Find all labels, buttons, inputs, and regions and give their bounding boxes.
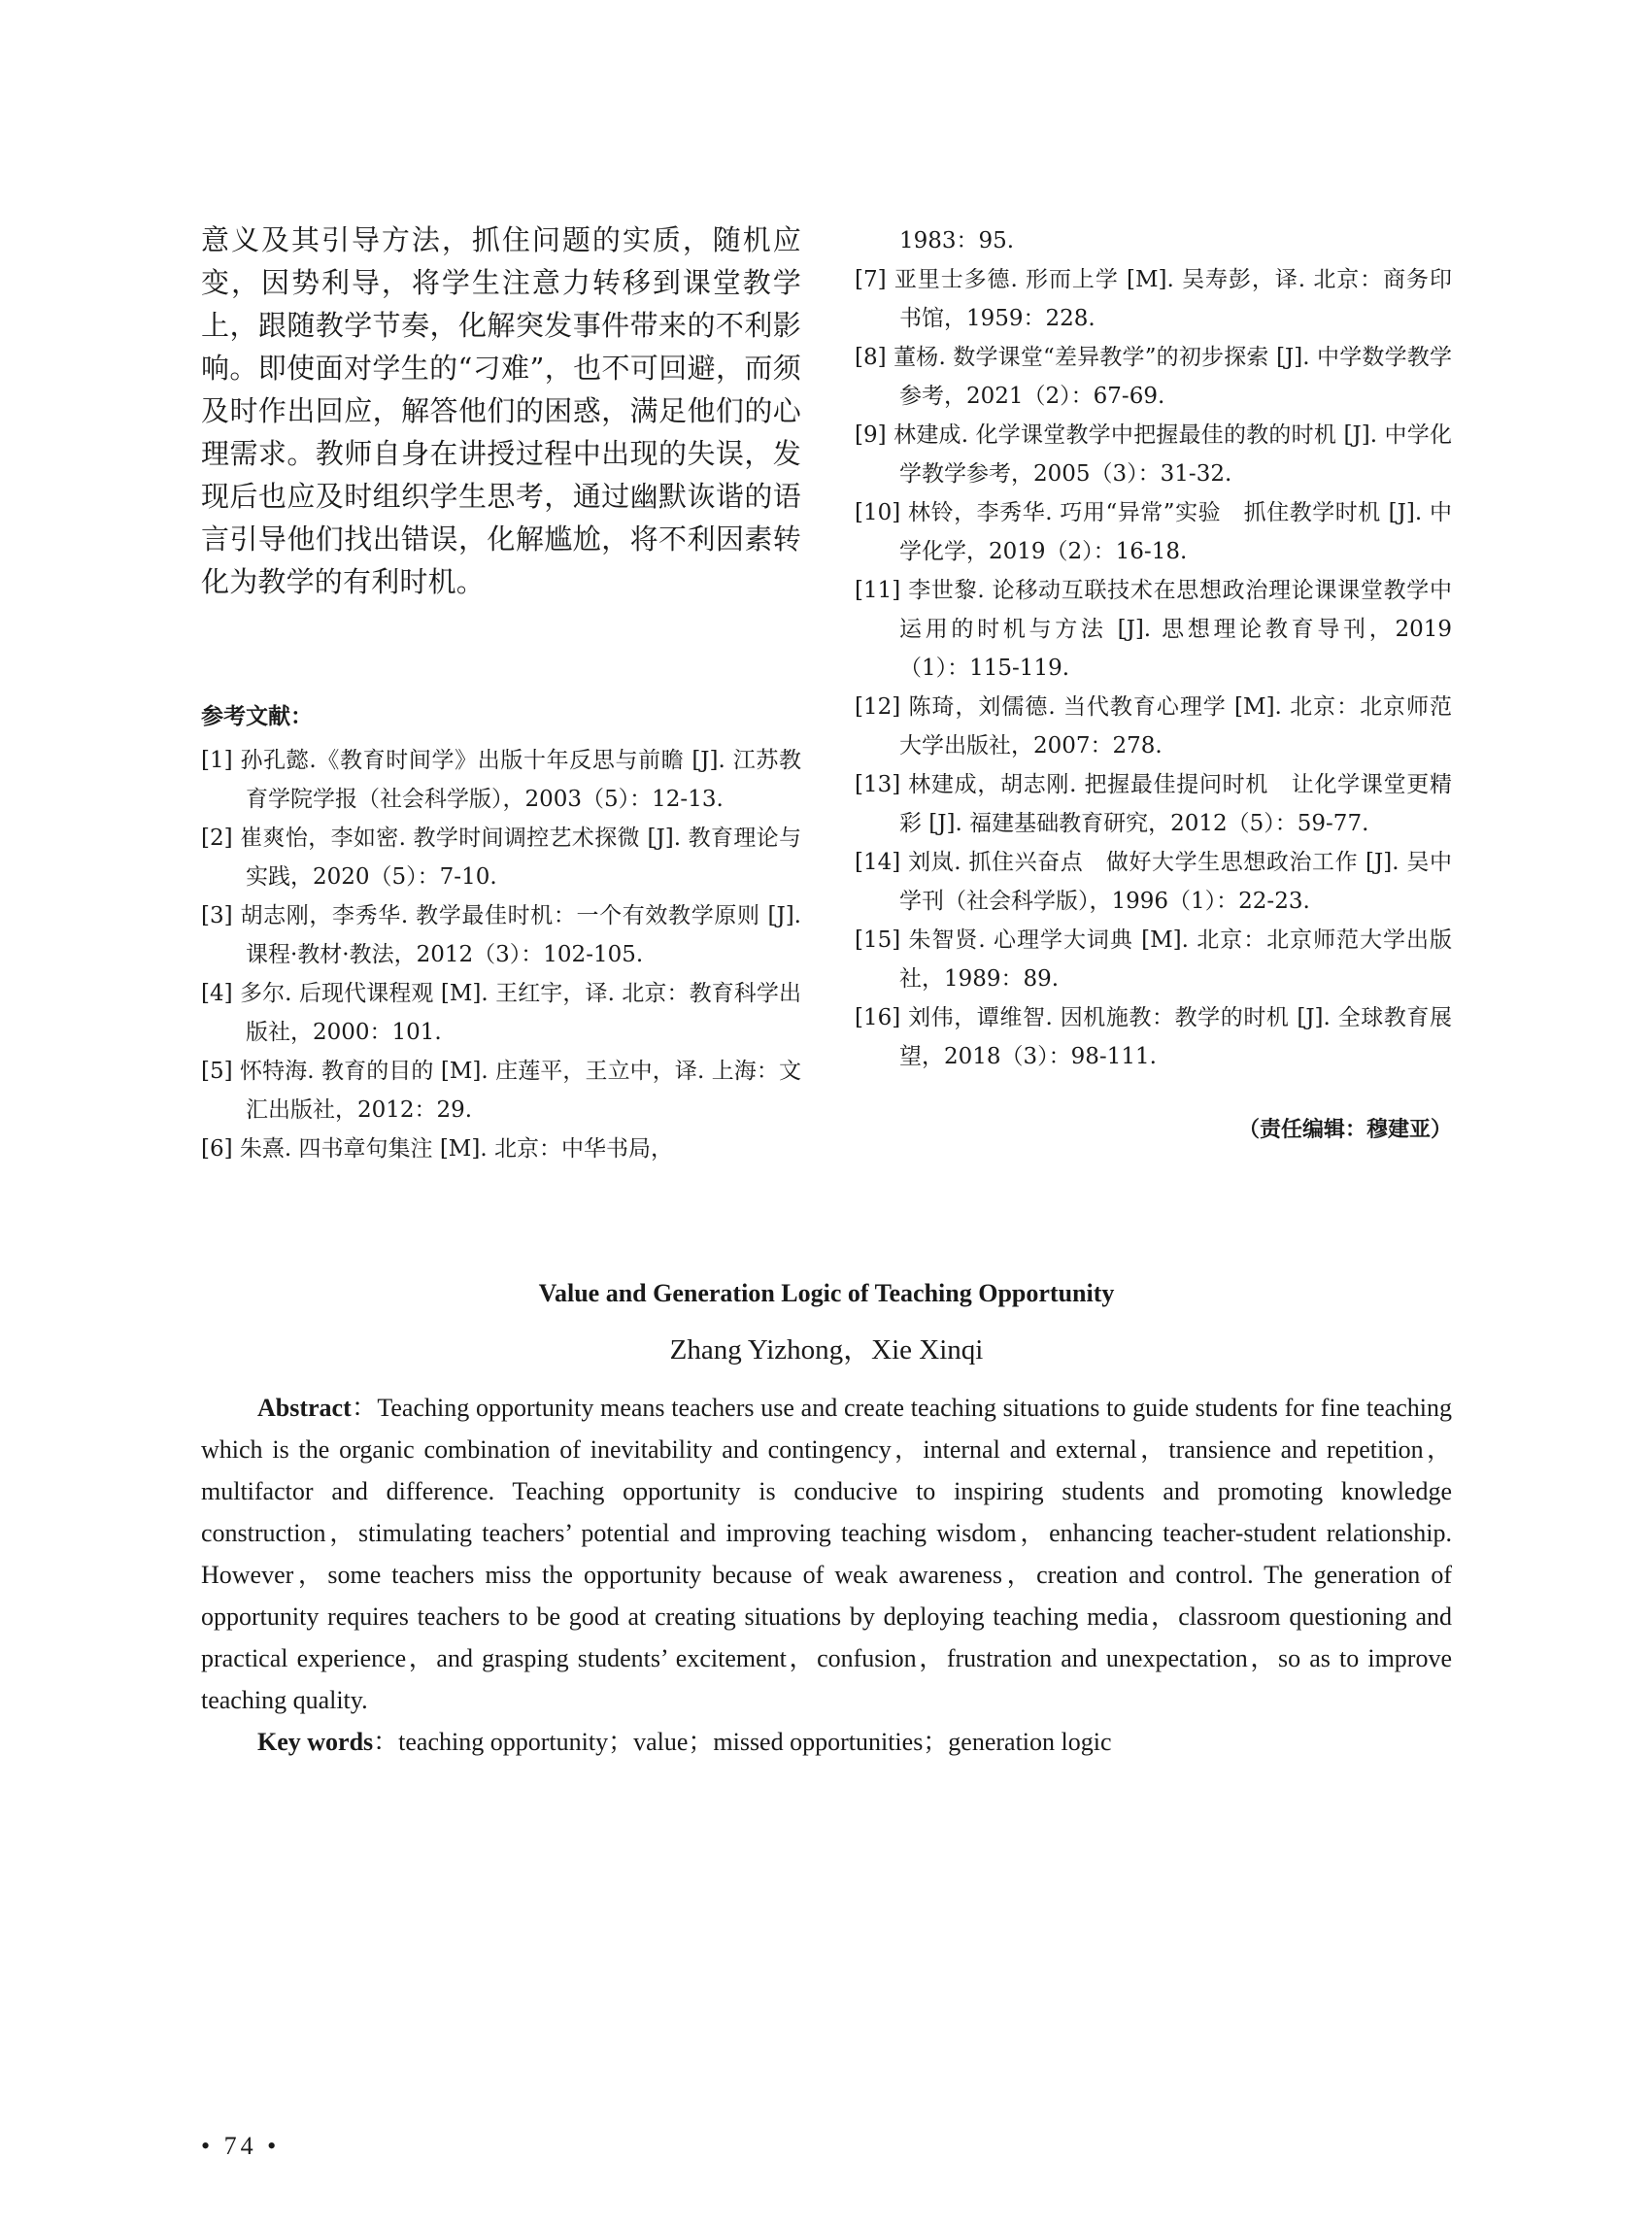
reference-item: [7] 亚里士多德. 形而上学 [M]. 吴寿彭，译. 北京：商务印书馆，1959：228. xyxy=(855,267,1452,331)
references-heading: 参考文献： xyxy=(201,704,313,729)
abstract-text: ：Teaching opportunity means teachers use and create teaching situations to guide students for fine teaching which is the organic combination of inevitability and contingency，internal and external，transience and repetition，multifactor and difference. Teaching opportunity is conducive to inspiring students and promoting knowledge construction，stimulating teachers’ potential and improving teaching wisdom，enhancing teacher-student relationship. However，some teachers miss the opportunity because of weak awareness，creation and control. The generation of opportunity requires teachers to be good at creating situations by deploying teaching media，classroom questioning and practical experience，and grasping students’ excitement，confusion，frustration and unexpectation，so as to improve teaching quality. xyxy=(201,1394,1452,1714)
reference-list-right xyxy=(855,260,1452,1076)
reference-item: [16] 刘伟，谭维智. 因机施教：教学的时机 [J]. 全球教育展望，2018（3）：98-111. xyxy=(855,1005,1452,1069)
english-keywords xyxy=(201,1721,1452,1763)
reference-item: [8] 董杨. 数学课堂“差异教学”的初步探索 [J]. 中学数学教学参考，2021（2）：67-69. xyxy=(855,345,1452,409)
reference-item: [2] 崔爽怡，李如密. 教学时间调控艺术探微 [J]. 教育理论与实践，2020（5）：7-10. xyxy=(201,826,801,890)
page-number: • 74 • xyxy=(201,2132,281,2160)
reference-item: [5] 怀特海. 教育的目的 [M]. 庄莲平，王立中，译. 上海：文汇出版社，2012：29. xyxy=(201,1059,801,1123)
english-title: Value and Generation Logic of Teaching Opportunity xyxy=(538,1279,1115,1307)
keywords-text: ：teaching opportunity；value；missed opportunities；generation logic xyxy=(373,1728,1112,1756)
reference-continuation: 1983：95. xyxy=(899,228,1015,253)
reference-item: [9] 林建成. 化学课堂教学中把握最佳的教的时机 [J]. 中学化学教学参考，2005（3）：31-32. xyxy=(855,422,1452,487)
body-paragraph: 意义及其引导方法，抓住问题的实质，随机应变，因势利导，将学生注意力转移到课堂教学上，跟随教学节奏，化解突发事件带来的不利影响。即使面对学生的“刁难”，也不可回避，而须及时作出回应，解答他们的困惑，满足他们的心理需求。教师自身在讲授过程中出现的失误，发现后也应及时组织学生思考，通过幽默诙谐的语言引导他们找出错误，化解尴尬，将不利因素转化为教学的有利时机。 xyxy=(201,223,801,598)
reference-item: [6] 朱熹. 四书章句集注 [M]. 北京：中华书局， xyxy=(201,1136,673,1162)
responsible-editor: （责任编辑：穆建亚） xyxy=(1237,1118,1452,1142)
english-authors: Zhang Yizhong，Xie Xinqi xyxy=(669,1334,984,1365)
english-abstract xyxy=(201,1387,1452,1721)
abstract-label: Abstract xyxy=(257,1394,352,1422)
reference-item: [1] 孙孔懿.《教育时间学》出版十年反思与前瞻 [J]. 江苏教育学院学报（社会科学版），2003（5）：12-13. xyxy=(201,748,801,812)
keywords-label: Key words xyxy=(257,1728,374,1756)
reference-list-left xyxy=(201,741,801,1168)
reference-item: [12] 陈琦，刘儒德. 当代教育心理学 [M]. 北京：北京师范大学出版社，2007：278. xyxy=(855,694,1452,759)
english-abstract-section xyxy=(201,1274,1452,1763)
reference-item: [4] 多尔. 后现代课程观 [M]. 王红宇，译. 北京：教育科学出版社，2000：101. xyxy=(201,981,801,1045)
left-column xyxy=(201,219,801,1168)
reference-item: [15] 朱智贤. 心理学大词典 [M]. 北京：北京师范大学出版社，1989：89. xyxy=(855,927,1452,992)
right-column xyxy=(855,221,1452,1146)
reference-item: [11] 李世黎. 论移动互联技术在思想政治理论课课堂教学中运用的时机与方法 [J]. 思想理论教育导刊，2019（1）：115-119. xyxy=(855,578,1452,681)
reference-item: [10] 林铃，李秀华. 巧用“异常”实验 抓住教学时机 [J]. 中学化学，2019（2）：16-18. xyxy=(855,500,1452,564)
reference-item: [13] 林建成，胡志刚. 把握最佳提问时机 让化学课堂更精彩 [J]. 福建基础教育研究，2012（5）：59-77. xyxy=(855,772,1452,836)
reference-item: [14] 刘岚. 抓住兴奋点 做好大学生思想政治工作 [J]. 吴中学刊（社会科学版），1996（1）：22-23. xyxy=(855,850,1452,914)
reference-item: [3] 胡志刚，李秀华. 教学最佳时机：一个有效教学原则 [J]. 课程·教材·教法，2012（3）：102-105. xyxy=(201,903,801,967)
